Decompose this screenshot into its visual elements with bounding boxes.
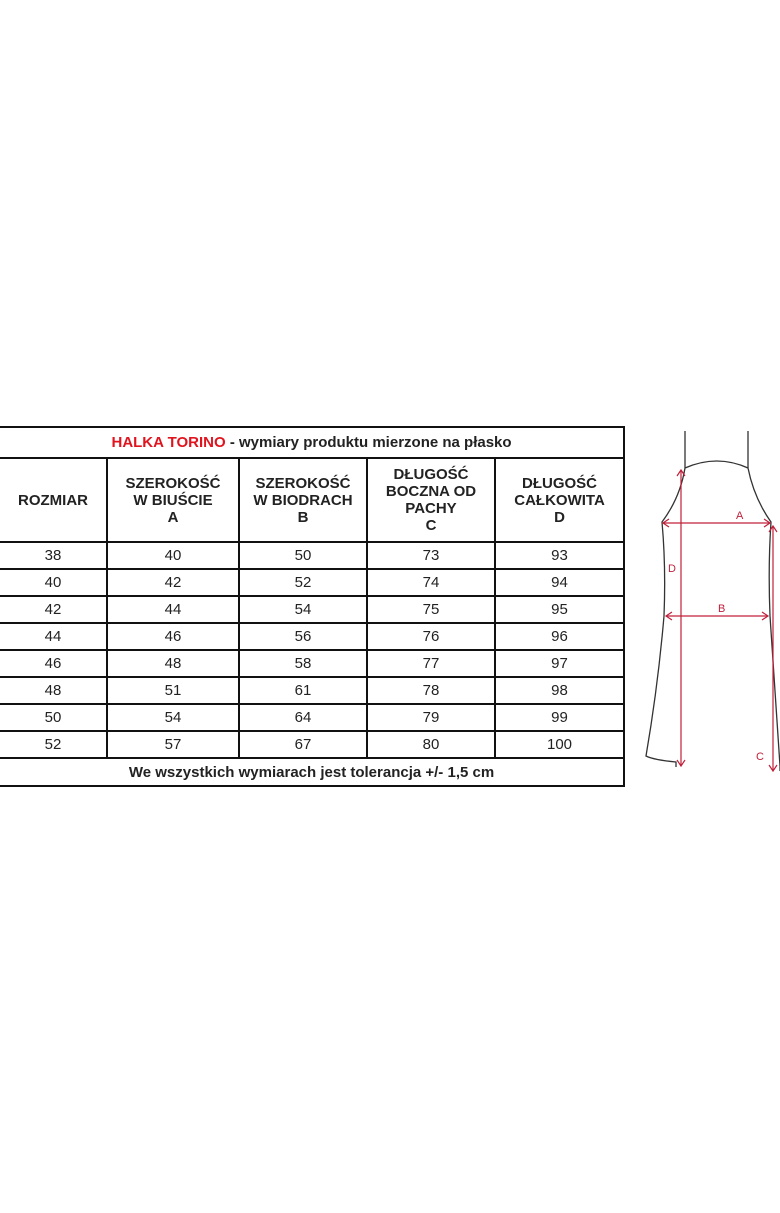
table-cell: 54 [239, 596, 367, 623]
table-row [0, 677, 624, 704]
header-line: ROZMIAR [18, 491, 88, 509]
header-line: SZEROKOŚĆ [125, 474, 221, 492]
table-cell: 74 [367, 569, 495, 596]
table-cell: 40 [107, 542, 239, 569]
table-cell: 48 [107, 650, 239, 677]
table-cell: 98 [495, 677, 624, 704]
product-name: HALKA TORINO [111, 434, 226, 451]
table-footer-row [0, 758, 624, 786]
table-cell: 64 [239, 704, 367, 731]
table-row [0, 623, 624, 650]
table-cell: 100 [495, 731, 624, 758]
table-cell: 51 [107, 677, 239, 704]
table-row [0, 650, 624, 677]
table-cell: 94 [495, 569, 624, 596]
header-line: BOCZNA OD [385, 483, 477, 500]
header-line: D [554, 508, 565, 526]
table-cell: 97 [495, 650, 624, 677]
size-chart [0, 426, 624, 786]
table-cell: 54 [107, 704, 239, 731]
table-cell: 52 [0, 731, 107, 758]
table-title [0, 427, 624, 458]
header-line: A [167, 508, 179, 526]
table-header-row [0, 458, 624, 542]
table-row [0, 596, 624, 623]
tolerance-note: We wszystkich wymiarach jest tolerancja +/- 1,5 cm [0, 758, 624, 786]
table-row [0, 569, 624, 596]
header-line: W BIODRACH [253, 491, 353, 509]
table-row [0, 731, 624, 758]
header-total-length [495, 458, 624, 542]
table-cell: 75 [367, 596, 495, 623]
label-a: A [736, 510, 744, 522]
table-cell: 52 [239, 569, 367, 596]
table-cell: 77 [367, 650, 495, 677]
header-bust-width [107, 458, 239, 542]
header-line: B [297, 508, 309, 526]
table-cell: 46 [0, 650, 107, 677]
table-cell: 61 [239, 677, 367, 704]
header-line: SZEROKOŚĆ [255, 474, 351, 492]
table-cell: 44 [0, 623, 107, 650]
header-side-length [367, 458, 495, 542]
table-cell: 76 [367, 623, 495, 650]
header-line: C [425, 517, 437, 534]
table-cell: 58 [239, 650, 367, 677]
label-b: B [718, 603, 726, 615]
table-cell: 67 [239, 731, 367, 758]
table-cell: 95 [495, 596, 624, 623]
title-description: - wymiary produktu mierzone na płasko [225, 434, 512, 451]
table-cell: 78 [367, 677, 495, 704]
table-cell: 40 [0, 569, 107, 596]
header-line: CAŁKOWITA [514, 491, 605, 509]
header-line: PACHY [405, 500, 457, 517]
table-cell: 73 [367, 542, 495, 569]
table-cell: 44 [107, 596, 239, 623]
table-row [0, 542, 624, 569]
table-cell: 48 [0, 677, 107, 704]
table-cell: 46 [107, 623, 239, 650]
table-cell: 42 [107, 569, 239, 596]
header-hip-width [239, 458, 367, 542]
header-size [0, 458, 107, 542]
label-c: C [756, 751, 764, 763]
table-cell: 99 [495, 704, 624, 731]
table-cell: 50 [239, 542, 367, 569]
table-title-row [0, 427, 624, 458]
table-cell: 50 [0, 704, 107, 731]
header-line: DŁUGOŚĆ [522, 474, 598, 492]
table-cell: 56 [239, 623, 367, 650]
garment-diagram [630, 426, 780, 786]
size-table [0, 426, 625, 787]
table-cell: 96 [495, 623, 624, 650]
header-line: DŁUGOŚĆ [393, 466, 469, 483]
table-cell: 79 [367, 704, 495, 731]
table-cell: 38 [0, 542, 107, 569]
table-cell: 42 [0, 596, 107, 623]
table-row [0, 704, 624, 731]
table-cell: 57 [107, 731, 239, 758]
header-line: W BIUŚCIE [133, 491, 213, 509]
table-cell: 93 [495, 542, 624, 569]
label-d: D [668, 563, 676, 575]
table-cell: 80 [367, 731, 495, 758]
